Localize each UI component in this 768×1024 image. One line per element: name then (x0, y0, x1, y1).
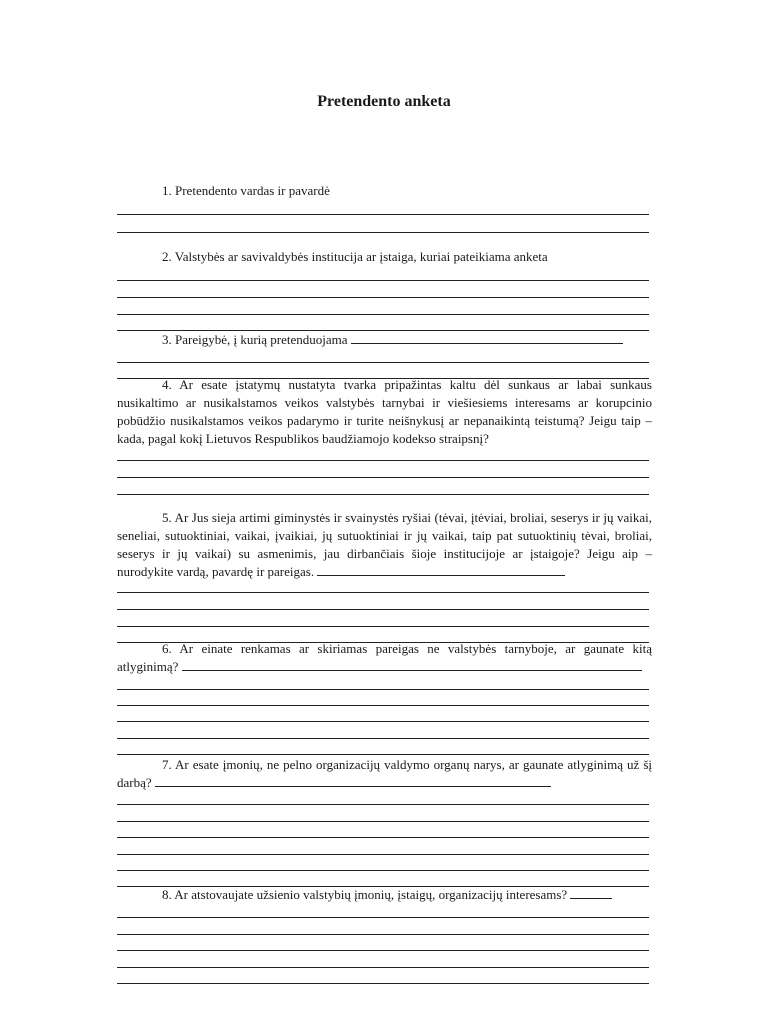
question-4-text: 4. Ar esate įstatymų nustatyta tvarka pripažintas kaltu dėl sunkaus ar labai sunkaus nusikaltimo ar nusikalstamos veikos valstybės tarnybai ir viešiesiems interesams ar korupcinio pobūdžio nusikalstamos veikos padarymo ir turite neišnykusį ar nepanaikintą teistumą? Jeigu taip – kada, pagal kokį Lietuvos Respublikos baudžiamojo kodekso straipsnį? (117, 377, 652, 446)
answer-field[interactable] (570, 886, 612, 899)
answer-line[interactable] (117, 804, 649, 805)
question-1-text: 1. Pretendento vardas ir pavardė (162, 183, 330, 198)
answer-line[interactable] (117, 738, 649, 739)
answer-line[interactable] (117, 821, 649, 822)
answer-line[interactable] (117, 721, 649, 722)
answer-line[interactable] (117, 689, 649, 690)
answer-line[interactable] (117, 232, 649, 233)
question-6 (117, 640, 652, 676)
answer-line[interactable] (117, 297, 649, 298)
answer-line[interactable] (117, 967, 649, 968)
answer-line[interactable] (117, 870, 649, 871)
question-1 (117, 182, 652, 200)
answer-line[interactable] (117, 314, 649, 315)
answer-line[interactable] (117, 837, 649, 838)
answer-line[interactable] (117, 280, 649, 281)
question-6-text: 6. Ar einate renkamas ar skiriamas pareigas ne valstybės tarnyboje, ar gaunate kitą atlyginimą? (117, 641, 652, 674)
answer-line[interactable] (117, 934, 649, 935)
answer-line[interactable] (117, 460, 649, 461)
answer-field[interactable] (155, 774, 551, 787)
answer-line[interactable] (117, 362, 649, 363)
question-7-text: 7. Ar esate įmonių, ne pelno organizacijų valdymo organų narys, ar gaunate atlyginimą už šį darbą? (117, 757, 652, 790)
answer-line[interactable] (117, 754, 649, 755)
question-7 (117, 756, 652, 792)
answer-line[interactable] (117, 983, 649, 984)
question-8-text: 8. Ar atstovaujate užsienio valstybių įmonių, įstaigų, organizacijų interesams? (162, 887, 568, 902)
answer-line[interactable] (117, 592, 649, 593)
question-2 (117, 248, 652, 266)
answer-line[interactable] (117, 477, 649, 478)
answer-field[interactable] (351, 331, 623, 344)
question-4 (117, 376, 652, 448)
answer-line[interactable] (117, 917, 649, 918)
answer-field[interactable] (317, 563, 565, 576)
answer-line[interactable] (117, 626, 649, 627)
question-3 (117, 331, 652, 349)
question-5 (117, 509, 652, 581)
document-title: Pretendento anketa (317, 93, 451, 110)
question-5-text: 5. Ar Jus sieja artimi giminystės ir svainystės ryšiai (tėvai, įtėviai, broliai, seserys ir jų vaikai, seneliai, sutuoktiniai, vaikai, įvaikiai, jų sutuoktiniai ir jų vaikai, taip pat sutuoktinių tėvai, broliai, seserys ir jų vaikai) su asmenimis, jau dirbančiais šioje institucijoje ar įstaigoje? Jeigu aip – nurodykite vardą, pavardę ir pareigas. (117, 510, 652, 579)
answer-line[interactable] (117, 214, 649, 215)
answer-line[interactable] (117, 609, 649, 610)
answer-line[interactable] (117, 494, 649, 495)
question-2-text: 2. Valstybės ar savivaldybės institucija ar įstaiga, kuriai pateikiama anketa (162, 249, 548, 264)
answer-line[interactable] (117, 854, 649, 855)
question-8 (117, 886, 652, 904)
answer-line[interactable] (117, 705, 649, 706)
answer-field[interactable] (182, 658, 642, 671)
question-3-text: 3. Pareigybė, į kurią pretenduojama (162, 332, 348, 347)
answer-line[interactable] (117, 950, 649, 951)
